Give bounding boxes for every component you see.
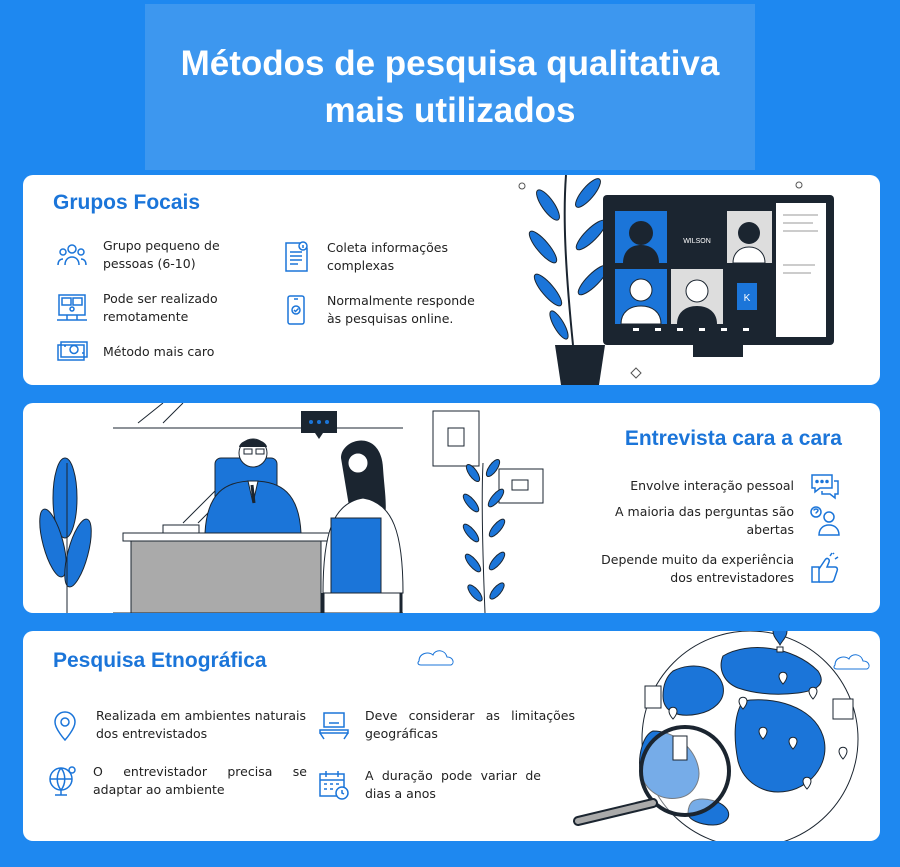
group-icon bbox=[55, 238, 89, 272]
section-title-etnografica: Pesquisa Etnográfica bbox=[53, 649, 267, 672]
section-title-grupos-focais: Grupos Focais bbox=[53, 191, 201, 214]
card-grupos-focais bbox=[23, 175, 880, 385]
screen-tile-letter: K bbox=[743, 293, 751, 304]
list-item-text: Pode ser realizado remotamente bbox=[103, 291, 218, 324]
list-item bbox=[279, 292, 479, 328]
list-item bbox=[55, 290, 265, 326]
list-item-text: A duração pode variar de dias a anos bbox=[365, 768, 541, 801]
list-item-text: A maioria das perguntas são abertas bbox=[615, 504, 794, 537]
globe-illustration bbox=[413, 631, 880, 841]
list-item-text: O entrevistador precisa se adaptar ao ambiente bbox=[93, 764, 307, 797]
list-item bbox=[582, 469, 842, 503]
list-item bbox=[45, 763, 307, 799]
section-title-entrevista: Entrevista cara a cara bbox=[624, 427, 842, 450]
interview-illustration bbox=[23, 403, 568, 613]
card-entrevista bbox=[23, 403, 880, 613]
list-item bbox=[55, 335, 265, 369]
list-item bbox=[279, 239, 479, 275]
video-call-illustration bbox=[493, 175, 880, 385]
list-item-text: Depende muito da experiência dos entrevistadores bbox=[601, 552, 794, 585]
list-item-text: Envolve interação pessoal bbox=[630, 478, 794, 493]
page-title: Métodos de pesquisa qualitativa mais utilizados bbox=[180, 43, 720, 130]
money-icon bbox=[55, 335, 89, 369]
list-item bbox=[55, 237, 265, 273]
question-person-icon bbox=[808, 504, 842, 538]
list-item-text: Grupo pequeno de pessoas (6-10) bbox=[103, 238, 220, 271]
list-item-text: Coleta informações complexas bbox=[327, 240, 448, 273]
list-item-text: Normalmente responde às pesquisas online. bbox=[327, 293, 475, 326]
card-etnografica bbox=[23, 631, 880, 841]
globe-person-icon bbox=[45, 764, 79, 798]
list-item bbox=[582, 503, 842, 539]
thumbs-up-icon bbox=[808, 552, 842, 586]
phone-check-icon bbox=[279, 293, 313, 327]
laptop-hands-icon bbox=[317, 708, 351, 742]
chat-icon bbox=[808, 469, 842, 503]
document-info-icon bbox=[279, 240, 313, 274]
list-item bbox=[48, 707, 306, 743]
screen-name-label: WILSON bbox=[683, 238, 711, 245]
list-item-text: Realizada em ambientes naturais dos entrevistados bbox=[96, 708, 306, 741]
calendar-clock-icon bbox=[317, 768, 351, 802]
title-banner bbox=[145, 4, 755, 170]
list-item-text: Deve considerar as limitações geográficas bbox=[365, 708, 575, 741]
remote-meeting-icon bbox=[55, 291, 89, 325]
list-item bbox=[582, 551, 842, 587]
list-item-text: Método mais caro bbox=[103, 344, 215, 359]
location-pin-icon bbox=[48, 708, 82, 742]
